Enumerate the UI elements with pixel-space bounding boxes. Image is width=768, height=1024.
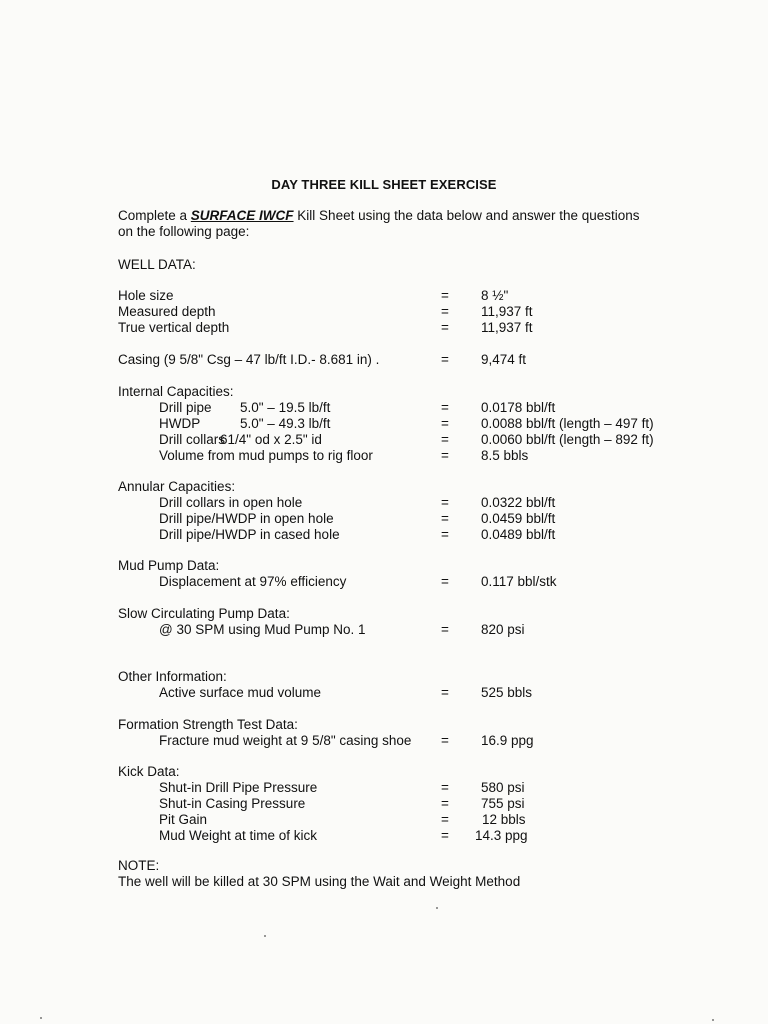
equals-sign: =: [441, 304, 449, 319]
measured-depth-row: [118, 304, 678, 320]
row-value: 9,474 ft: [481, 352, 527, 367]
dp-open-hole-row: [118, 511, 678, 527]
row-value: 8 ½": [481, 288, 509, 303]
row-label: Shut-in Drill Pipe Pressure: [159, 780, 318, 795]
scan-speck: [40, 1017, 42, 1019]
row-label: Drill collars in open hole: [159, 495, 303, 510]
casing-section: [118, 352, 678, 368]
row-spec: 61/4" od x 2.5" id: [220, 432, 322, 447]
slow-circ-section: [118, 606, 678, 638]
equals-sign: =: [441, 495, 449, 510]
intro-text-after: Kill Sheet using the data below and answer the questions: [293, 208, 640, 223]
row-value: 820 psi: [481, 622, 525, 637]
row-label: Shut-in Casing Pressure: [159, 796, 306, 811]
row-label: Displacement at 97% efficiency: [159, 574, 347, 589]
row-label: Drill pipe/HWDP in open hole: [159, 511, 334, 526]
intro-line-2: on the following page:: [118, 224, 250, 239]
equals-sign: =: [441, 320, 449, 335]
row-label: Drill collars: [159, 432, 226, 447]
row-label: Mud Weight at time of kick: [159, 828, 318, 843]
document-title: DAY THREE KILL SHEET EXERCISE: [271, 177, 497, 192]
dp-cased-hole-row: [118, 527, 678, 543]
equals-sign: =: [441, 511, 449, 526]
equals-sign: =: [441, 622, 449, 637]
row-spec: 5.0" – 49.3 lb/ft: [240, 416, 331, 431]
row-value: 0.0459 bbl/ft: [481, 511, 556, 526]
active-volume-row: [118, 685, 678, 701]
note-text: The well will be killed at 30 SPM using the Wait and Weight Method: [118, 874, 521, 889]
scan-speck: [436, 907, 438, 909]
row-value: 0.0489 bbl/ft: [481, 527, 556, 542]
hwdp-row: [118, 416, 678, 432]
row-value: 12 bbls: [482, 812, 526, 827]
row-value: 0.0322 bbl/ft: [481, 495, 556, 510]
hole-size-row: [118, 288, 678, 304]
row-label: Hole size: [118, 288, 174, 303]
internal-capacities-heading: Internal Capacities:: [118, 384, 234, 399]
fracture-weight-row: [118, 733, 678, 749]
kick-data-heading: Kick Data:: [118, 764, 180, 779]
drill-collars-row: [118, 432, 678, 448]
row-value: 0.0178 bbl/ft: [481, 400, 556, 415]
row-label: Fracture mud weight at 9 5/8" casing shoe: [159, 733, 412, 748]
intro-emphasis: SURFACE IWCF: [190, 208, 294, 223]
displacement-row: [118, 574, 678, 590]
row-label: Drill pipe/HWDP in cased hole: [159, 527, 340, 542]
equals-sign: =: [441, 288, 449, 303]
intro-line-1: [118, 208, 678, 224]
mud-pump-volume-row: [118, 448, 678, 464]
scr-row: [118, 622, 678, 638]
mud-pump-heading: Mud Pump Data:: [118, 558, 220, 573]
intro-paragraph: [118, 208, 678, 240]
equals-sign: =: [441, 780, 449, 795]
note-heading: NOTE:: [118, 858, 160, 873]
row-value: 525 bbls: [481, 685, 533, 700]
row-value: 16.9 ppg: [481, 733, 534, 748]
row-label: Active surface mud volume: [159, 685, 322, 700]
row-value: 0.117 bbl/stk: [481, 574, 557, 589]
row-value: 11,937 ft: [481, 320, 533, 335]
well-data-heading: WELL DATA:: [118, 257, 196, 272]
formation-heading: Formation Strength Test Data:: [118, 717, 298, 732]
slow-circ-heading: Slow Circulating Pump Data:: [118, 606, 290, 621]
row-value: 8.5 bbls: [481, 448, 529, 463]
row-label: @ 30 SPM using Mud Pump No. 1: [159, 622, 366, 637]
row-label: Measured depth: [118, 304, 216, 319]
sidpp-row: [118, 780, 678, 796]
other-info-heading: Other Information:: [118, 669, 227, 684]
row-value: 755 psi: [481, 796, 525, 811]
pit-gain-row: [118, 812, 678, 828]
equals-sign: =: [441, 733, 449, 748]
sicp-row: [118, 796, 678, 812]
equals-sign: =: [441, 685, 449, 700]
formation-section: [118, 717, 678, 749]
equals-sign: =: [441, 448, 449, 463]
row-label: Pit Gain: [159, 812, 208, 827]
row-label: Volume from mud pumps to rig floor: [159, 448, 373, 463]
equals-sign: =: [441, 416, 449, 431]
equals-sign: =: [441, 400, 449, 415]
tvd-row: [118, 320, 678, 336]
equals-sign: =: [441, 828, 449, 843]
other-info-section: [118, 669, 678, 701]
equals-sign: =: [441, 796, 449, 811]
dc-open-hole-row: [118, 495, 678, 511]
equals-sign: =: [441, 574, 449, 589]
row-value: 14.3 ppg: [475, 828, 528, 843]
row-label: Casing (9 5/8" Csg – 47 lb/ft I.D.- 8.681 in) .: [118, 352, 380, 367]
kick-mud-weight-row: [118, 828, 678, 844]
row-value: 580 psi: [481, 780, 525, 795]
row-label: True vertical depth: [118, 320, 230, 335]
drill-pipe-row: [118, 400, 678, 416]
mud-pump-section: [118, 558, 678, 590]
casing-row: [118, 352, 678, 368]
well-data-rows: [118, 288, 678, 336]
kick-data-section: [118, 764, 678, 844]
row-spec: 5.0" – 19.5 lb/ft: [240, 400, 331, 415]
annular-capacities-heading: Annular Capacities:: [118, 479, 236, 494]
scan-speck: [712, 1019, 714, 1021]
equals-sign: =: [441, 352, 449, 367]
row-label: Drill pipe: [159, 400, 212, 415]
row-value: 0.0088 bbl/ft (length – 497 ft): [481, 416, 654, 431]
equals-sign: =: [441, 527, 449, 542]
row-value: 0.0060 bbl/ft (length – 892 ft): [481, 432, 654, 447]
row-label: HWDP: [159, 416, 201, 431]
scan-speck: [264, 935, 266, 937]
intro-text-before: Complete a: [118, 208, 191, 223]
equals-sign: =: [441, 432, 449, 447]
row-value: 11,937 ft: [481, 304, 533, 319]
equals-sign: =: [441, 812, 449, 827]
well-data-section: [118, 257, 678, 273]
note-section: [118, 858, 520, 890]
internal-capacities-section: [118, 384, 678, 464]
annular-capacities-section: [118, 479, 678, 543]
